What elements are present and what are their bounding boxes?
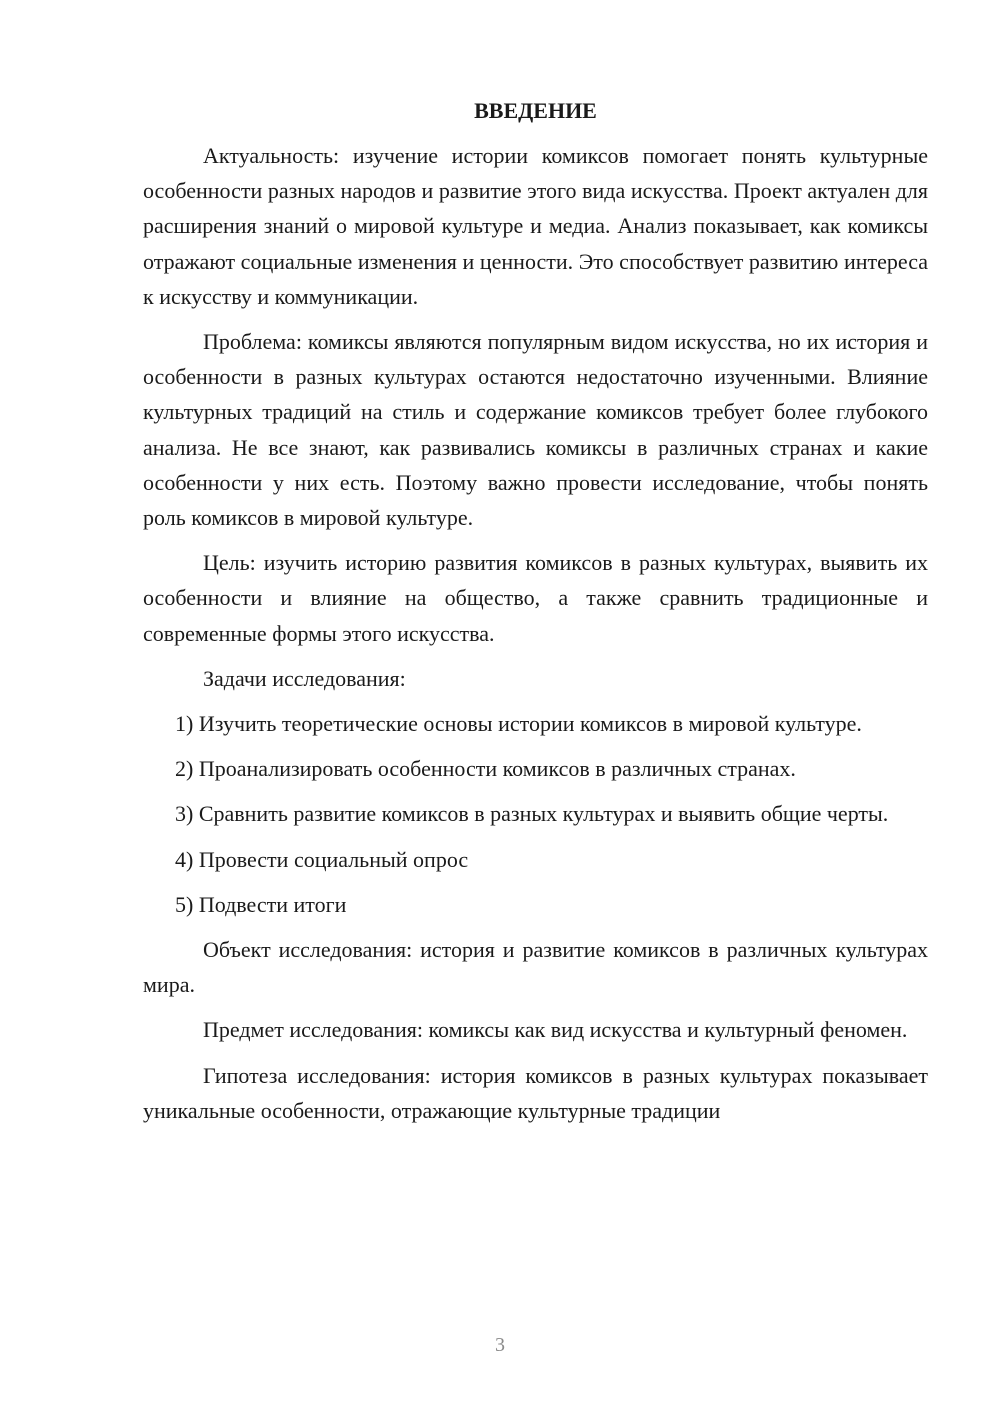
task-item-4: 4) Провести социальный опрос [175,846,469,872]
task-item-3: 3) Сравнить развитие комиксов в разных культурах и выявить общие черты. [175,801,889,827]
page-number: 3 [495,1334,505,1356]
goal-paragraph: Цель: изучить историю развития комиксов в разных культурах, выявить их особенности и влияние на общество, а также сравнить традиционные и современные формы этого искусства. [143,550,928,646]
task-item-1: 1) Изучить теоретические основы истории комиксов в мировой культуре. [175,711,862,737]
object-paragraph: Объект исследования: история и развитие комиксов в различных культурах мира. [143,937,928,998]
relevance-paragraph: Актуальность: изучение истории комиксов помогает понять культурные особенности разных народов и развитие этого вида искусства. Проект актуален для расширения знаний о мировой культуре и медиа. Анализ показывает, как комиксы отражают социальные изменения и ценности. Это способствует развитию интереса к искусству и коммуникации. [143,143,928,309]
tasks-heading: Задачи исследования: [203,665,406,691]
task-item-5: 5) Подвести итоги [175,891,347,917]
problem-paragraph: Проблема: комиксы являются популярным видом искусства, но их история и особенности в разных культурах остаются недостаточно изученными. Влияние культурных традиций на стиль и содержание комиксов требует более глубокого анализа. Не все знают, как развивались комиксы в различных странах и какие особенности у них есть. Поэтому важно провести исследование, чтобы понять роль комиксов в мировой культуре. [143,329,928,531]
task-item-2: 2) Проанализировать особенности комиксов в различных странах. [175,756,796,782]
hypothesis-paragraph: Гипотеза исследования: история комиксов в разных культурах показывает уникальные особенности, отражающие культурные традиции [143,1062,928,1123]
document-page [143,96,928,1138]
page-title: ВВЕДЕНИЕ [474,98,597,123]
subject-paragraph: Предмет исследования: комиксы как вид искусства и культурный феномен. [203,1017,908,1043]
